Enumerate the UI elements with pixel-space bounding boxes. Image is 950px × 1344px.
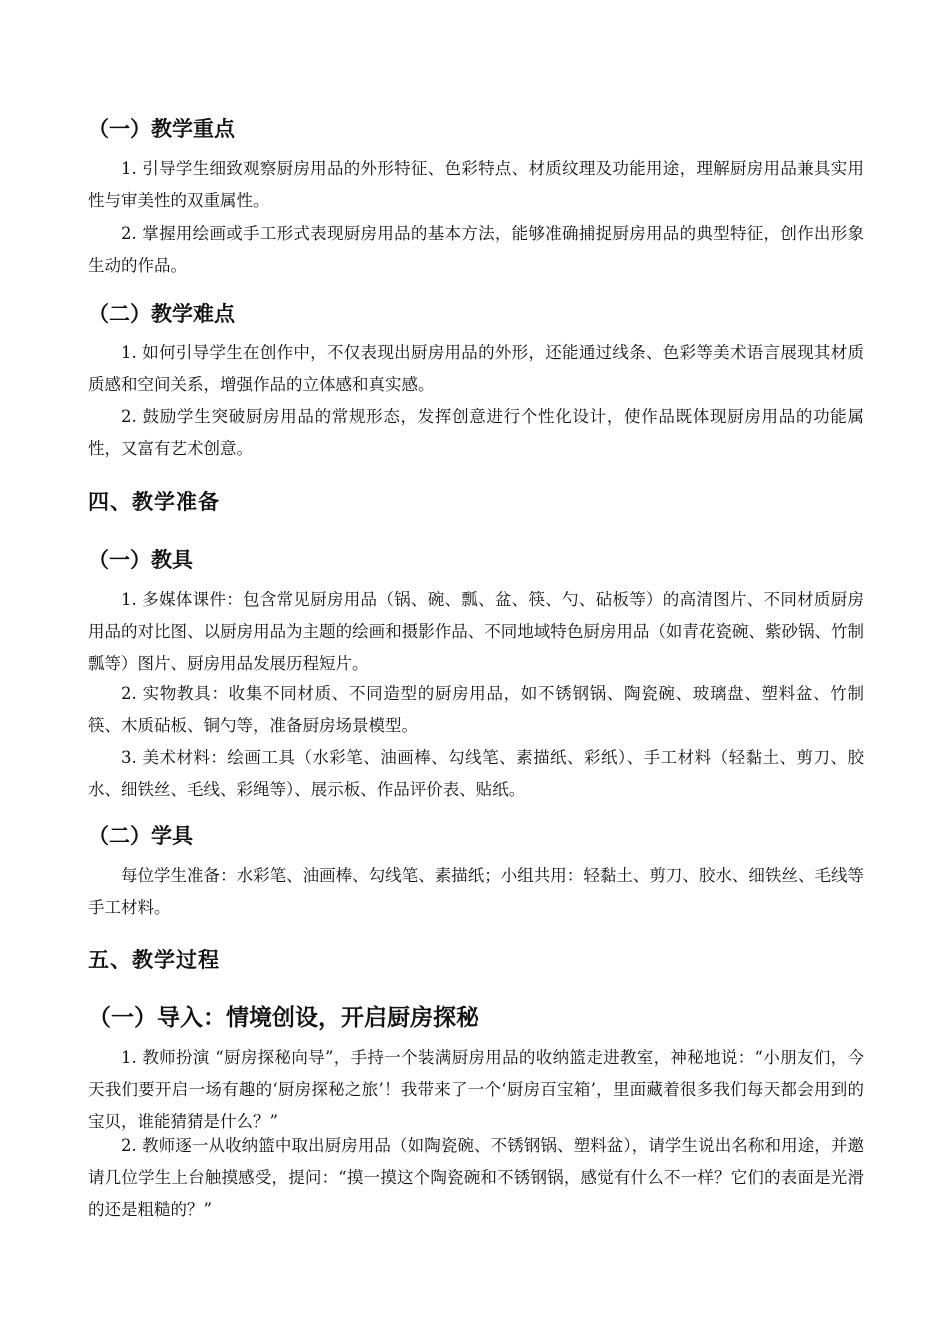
teaching-tools-heading: （一）教具 <box>88 548 193 572</box>
teaching-tools-paragraph-2: 2. 实物教具：收集不同材质、不同造型的厨房用品，如不锈钢锅、陶瓷碗、玻璃盘、塑料盆、竹制筷、木质砧板、铜勺等，准备厨房场景模型。 <box>88 684 864 735</box>
teaching-difficulty-paragraph-1: 1. 如何引导学生在创作中，不仅表现出厨房用品的外形，还能通过线条、色彩等美术语言展现其材质质感和空间关系，增强作品的立体感和真实感。 <box>88 343 864 394</box>
student-tools-heading: （二）学具 <box>88 824 193 848</box>
teaching-difficulty-paragraph-2: 2. 鼓励学生突破厨房用品的常规形态，发挥创意进行个性化设计，使作品既体现厨房用品的功能属性，又富有艺术创意。 <box>88 407 864 458</box>
introduction-paragraph-2: 2. 教师逐一从收纳篮中取出厨房用品（如陶瓷碗、不锈钢锅、塑料盆），请学生说出名称和用途，并邀请几位学生上台触摸感受，提问：“摸一摸这个陶瓷碗和不锈钢锅，感觉有什么不一样？它们的表面是光滑的还是粗糙的？” <box>88 1136 864 1219</box>
teaching-process-heading: 五、教学过程 <box>88 948 220 972</box>
teaching-focus-paragraph-2: 2. 掌握用绘画或手工形式表现厨房用品的基本方法，能够准确捕捉厨房用品的典型特征，创作出形象生动的作品。 <box>88 224 864 275</box>
teaching-preparation-heading: 四、教学准备 <box>88 490 220 514</box>
teaching-focus-paragraph-1: 1. 引导学生细致观察厨房用品的外形特征、色彩特点、材质纹理及功能用途，理解厨房用品兼具实用性与审美性的双重属性。 <box>88 159 864 210</box>
student-tools-paragraph: 每位学生准备：水彩笔、油画棒、勾线笔、素描纸；小组共用：轻黏土、剪刀、胶水、细铁丝、毛线等手工材料。 <box>88 866 864 917</box>
teaching-focus-heading: （一）教学重点 <box>88 117 235 141</box>
introduction-paragraph-1: 1. 教师扮演 “厨房探秘向导”，手持一个装满厨房用品的收纳篮走进教室，神秘地说：“小朋友们，今天我们要开启一场有趣的‘厨房探秘之旅’！我带来了一个‘厨房百宝箱’，里面藏着很多我们每天都会用到的宝贝，谁能猜猜是什么？” <box>88 1048 864 1131</box>
teaching-tools-paragraph-3: 3. 美术材料：绘画工具（水彩笔、油画棒、勾线笔、素描纸、彩纸）、手工材料（轻黏土、剪刀、胶水、细铁丝、毛线、彩绳等）、展示板、作品评价表、贴纸。 <box>88 748 864 799</box>
teaching-difficulty-heading: （二）教学难点 <box>88 302 235 326</box>
introduction-heading: （一）导入：情境创设，开启厨房探秘 <box>88 1005 479 1031</box>
teaching-tools-paragraph-1: 1. 多媒体课件：包含常见厨房用品（锅、碗、瓢、盆、筷、勺、砧板等）的高清图片、不同材质厨房用品的对比图、以厨房用品为主题的绘画和摄影作品、不同地域特色厨房用品（如青花瓷碗、紫砂锅、竹制瓢等）图片、厨房用品发展历程短片。 <box>88 590 864 673</box>
